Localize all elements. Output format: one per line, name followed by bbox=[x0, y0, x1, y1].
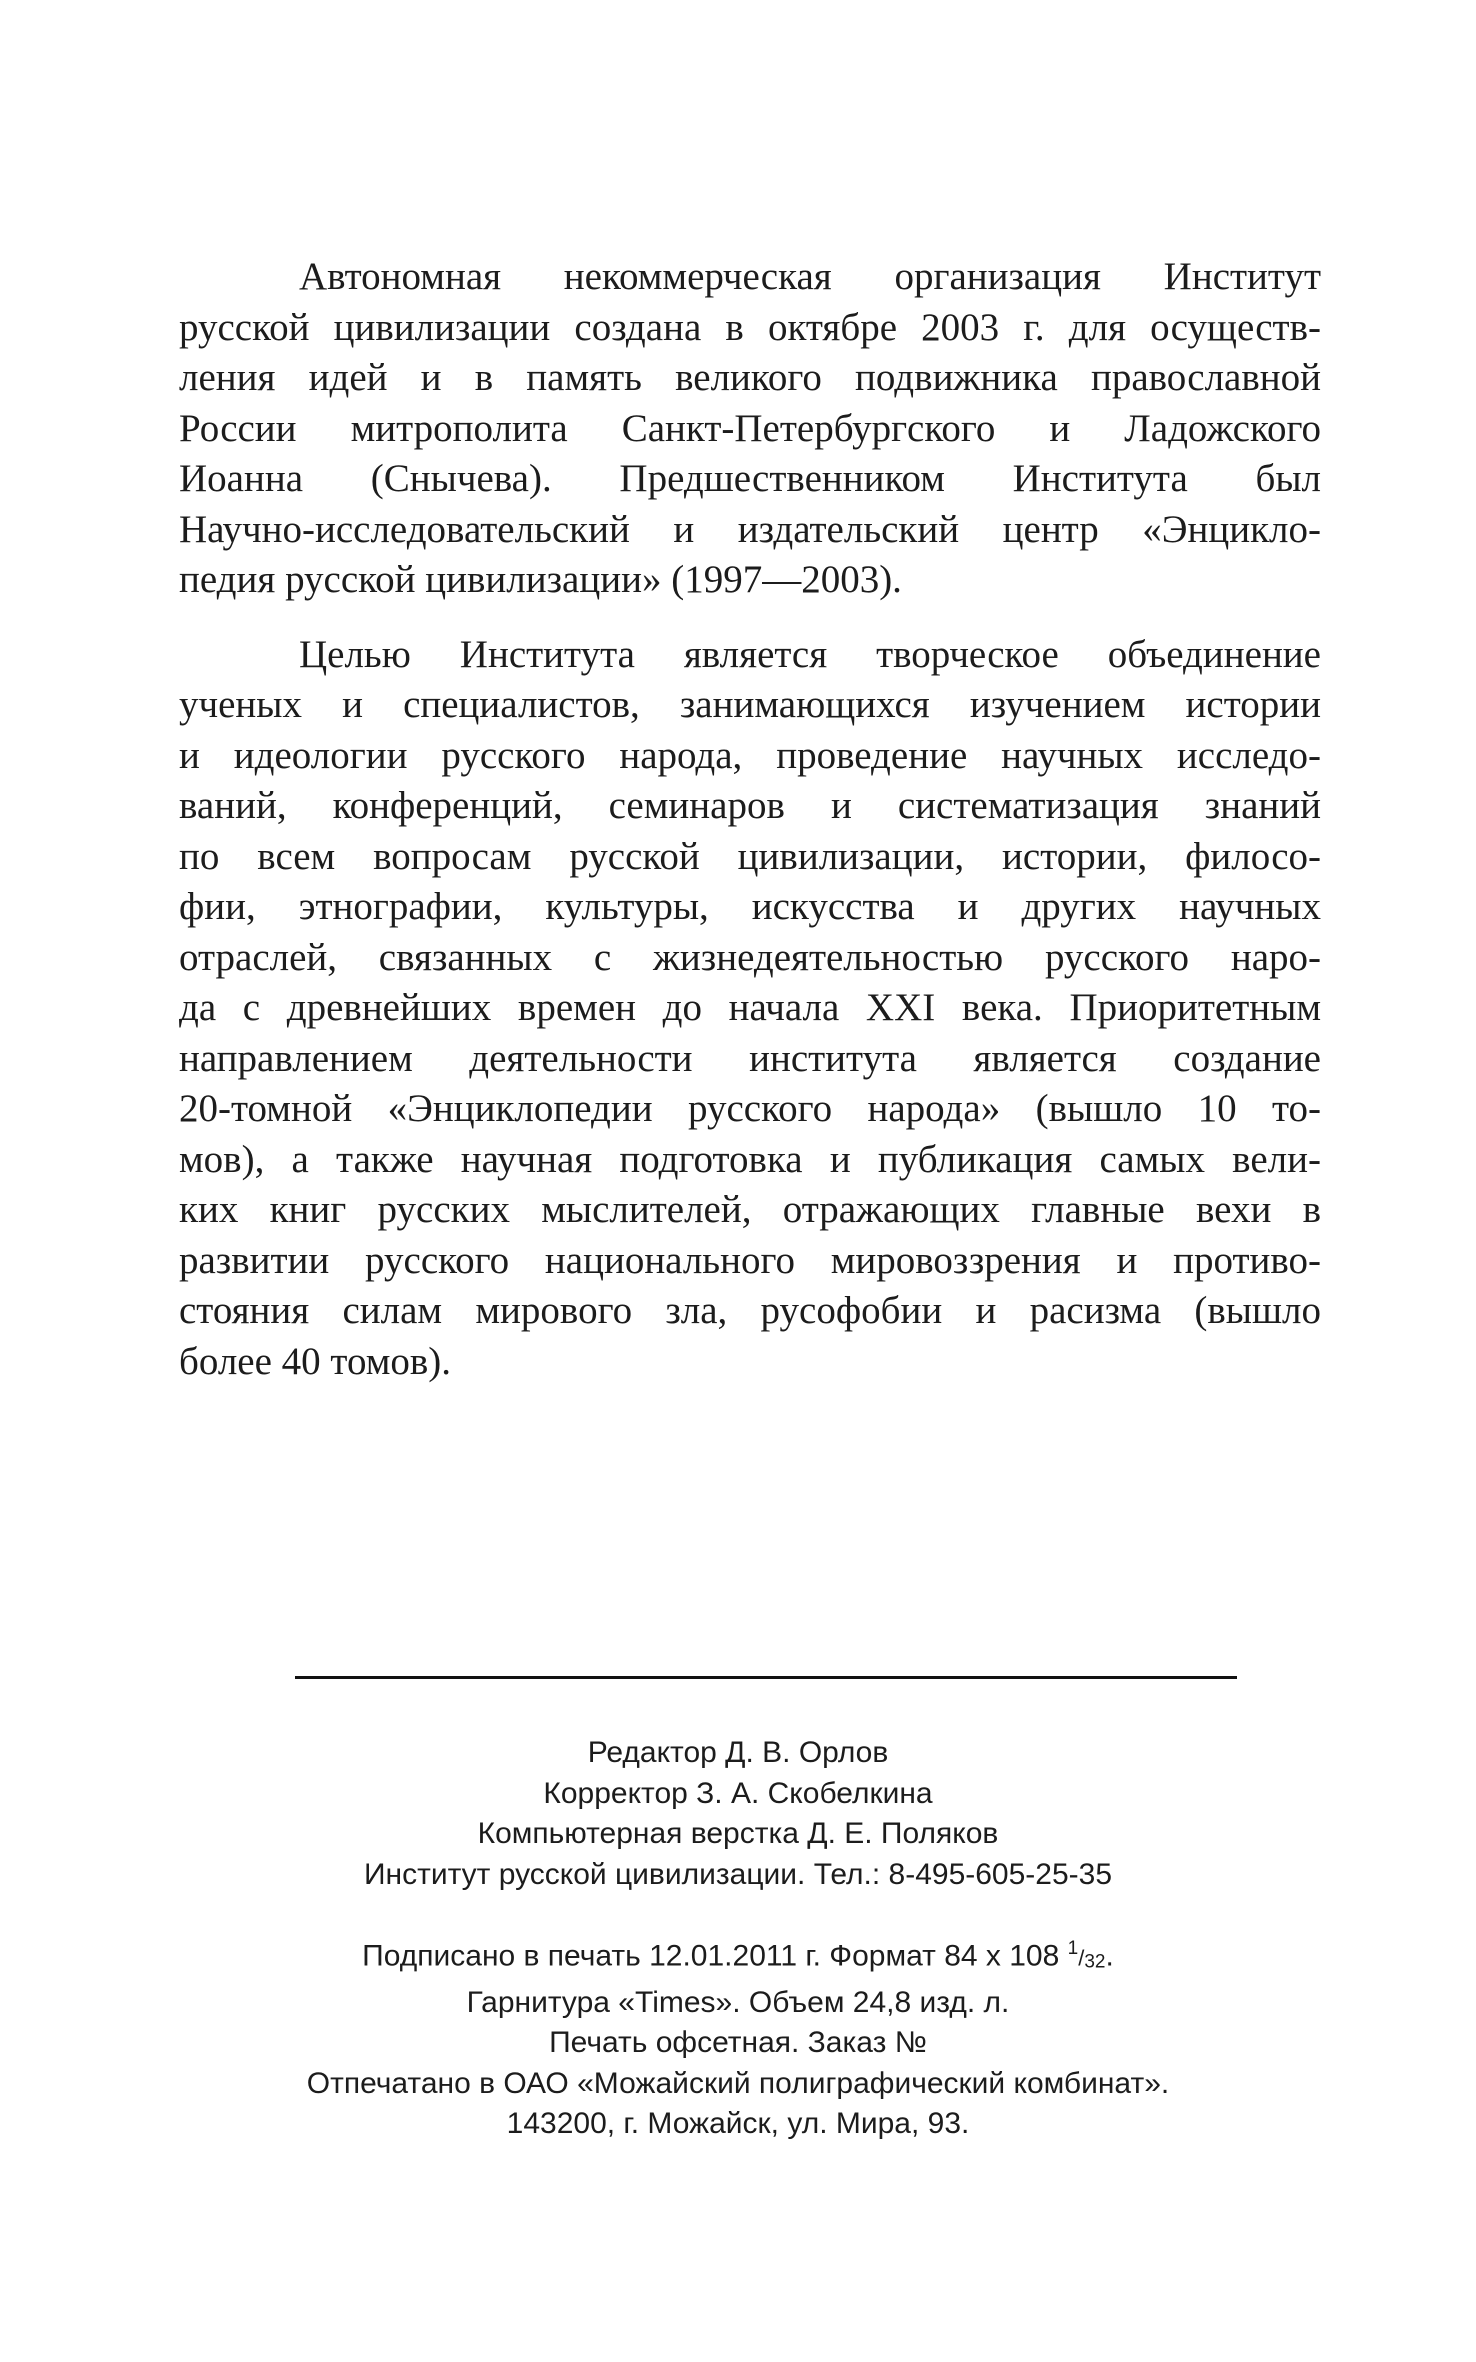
proofreader-credit: Корректор З. А. Скобелкина bbox=[543, 1776, 933, 1810]
editor-credit: Редактор Д. В. Орлов bbox=[587, 1736, 889, 1769]
text-line: развитии русского национального мировоззрения и противо- bbox=[179, 1238, 1321, 1282]
credits-block bbox=[0, 1733, 1476, 1895]
text-line: педия русской цивилизации» (1997—2003). bbox=[179, 558, 902, 601]
printing-house-address: 143200, г. Можайск, ул. Мира, 93. bbox=[506, 2107, 970, 2141]
text-line: Иоанна (Снычева). Предшественником Института был bbox=[179, 457, 1321, 500]
typeface-volume-line: Гарнитура «Times». Объем 24,8 изд. л. bbox=[466, 1985, 1010, 2019]
text-line: фии, этнографии, культуры, искусства и других научных bbox=[179, 885, 1321, 928]
text-line: да с древнейших времен до начала XXI века. Приоритетным bbox=[179, 986, 1321, 1029]
publisher-contact: Институт русской цивилизации. Тел.: 8-495-605-25-35 bbox=[363, 1857, 1113, 1891]
text-line: ления идей и в память великого подвижника православной bbox=[179, 356, 1321, 399]
text-line: ученых и специалистов, занимающихся изучением истории bbox=[179, 683, 1321, 726]
paragraph-gap bbox=[179, 606, 1321, 630]
text-line: ваний, конференций, семинаров и систематизация знаний bbox=[179, 784, 1321, 827]
text-line: Автономная некоммерческая организация Институт bbox=[299, 255, 1321, 298]
text-line: Целью Института является творческое объединение bbox=[299, 632, 1321, 676]
text-line: ких книг русских мыслителей, отражающих главные вехи в bbox=[179, 1188, 1321, 1231]
text-line: стояния силам мирового зла, русофобии и расизма (вышло bbox=[179, 1289, 1321, 1332]
text-line: Научно-исследовательский и издательский центр «Энцикло- bbox=[179, 507, 1321, 551]
text-line: русской цивилизации создана в октябре 2003 г. для осуществ- bbox=[179, 305, 1321, 349]
printing-house-line: Отпечатано в ОАО «Можайский полиграфический комбинат». bbox=[306, 2066, 1170, 2100]
signed-for-print-line bbox=[0, 1929, 1476, 1983]
text-line: 20-томной «Энциклопедии русского народа» (вышло 10 то- bbox=[179, 1087, 1321, 1130]
print-info-block bbox=[0, 1929, 1476, 2145]
format-fraction-slash: / bbox=[1078, 1945, 1085, 1971]
horizontal-divider bbox=[295, 1676, 1237, 1679]
layout-credit: Компьютерная верстка Д. Е. Поляков bbox=[477, 1817, 999, 1850]
format-fraction-numerator: 1 bbox=[1067, 1938, 1079, 1959]
text-line: по всем вопросам русской цивилизации, истории, филосо- bbox=[179, 834, 1321, 878]
text-line: мов), а также научная подготовка и публикация самых вели- bbox=[179, 1137, 1321, 1181]
text-line: и идеологии русского народа, проведение научных исследо- bbox=[179, 733, 1321, 777]
text-line: отраслей, связанных с жизнедеятельностью русского наро- bbox=[179, 935, 1321, 979]
text-line: более 40 томов). bbox=[179, 1339, 452, 1383]
signed-for-print-end: . bbox=[1105, 1939, 1114, 1973]
main-text bbox=[179, 252, 1321, 1387]
text-line: России митрополита Санкт-Петербургского и Ладожского bbox=[179, 406, 1321, 450]
text-line: направлением деятельности института является создание bbox=[179, 1036, 1321, 1080]
signed-for-print-text: Подписано в печать 12.01.2011 г. Формат 84 x 108 bbox=[362, 1939, 1068, 1973]
format-fraction-denominator: 32 bbox=[1084, 1951, 1106, 1973]
paragraph-institute-goals bbox=[179, 630, 1321, 1388]
paragraph-institute-founding bbox=[179, 252, 1321, 606]
print-order-line: Печать офсетная. Заказ № bbox=[549, 2026, 927, 2060]
